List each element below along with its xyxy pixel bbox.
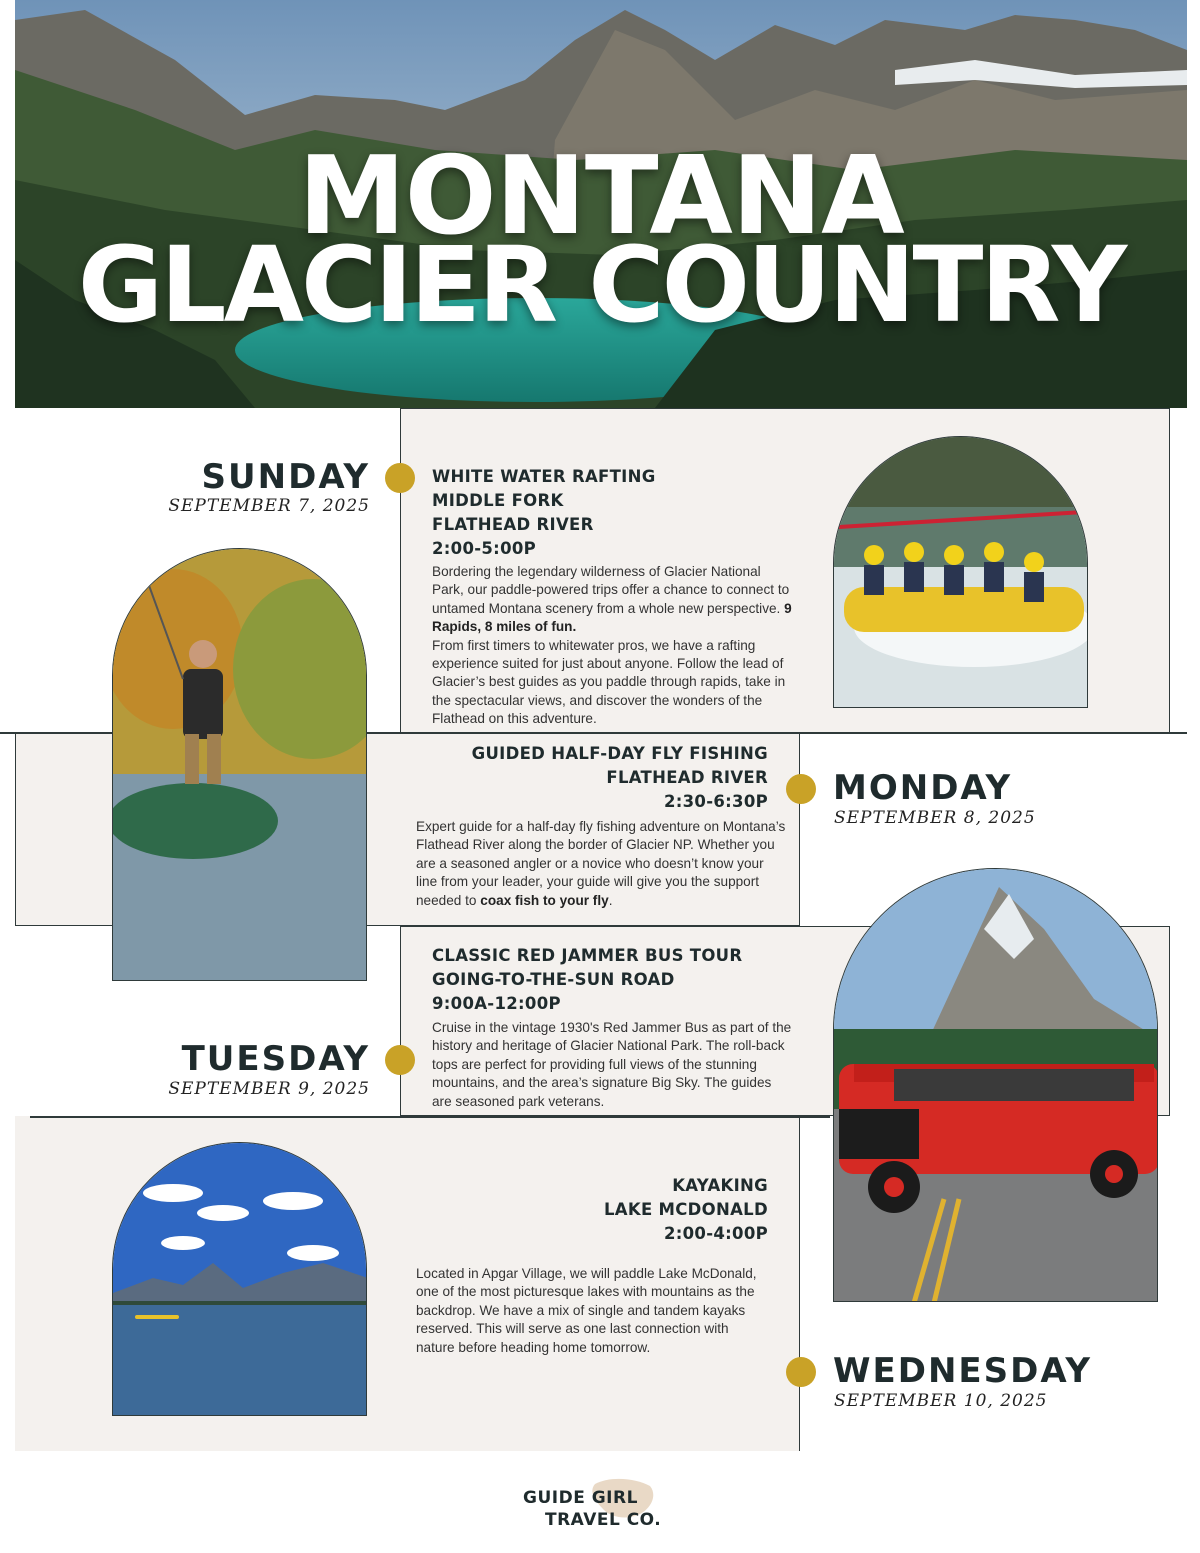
- timeline-dot: [786, 1357, 816, 1387]
- activity-title: [450, 1174, 768, 1246]
- divider: [30, 1116, 830, 1118]
- activity-line: MIDDLE FORK: [432, 491, 564, 510]
- day-label: SUNDAY: [201, 457, 370, 497]
- desc-text: .: [608, 892, 613, 908]
- kayaking-photo: [112, 1142, 367, 1416]
- activity-time: 2:00-5:00P: [432, 539, 537, 558]
- activity-line: FLATHEAD RIVER: [432, 515, 594, 534]
- activity-line: CLASSIC RED JAMMER BUS TOUR: [432, 946, 743, 965]
- date-label: SEPTEMBER 9, 2025: [168, 1079, 370, 1099]
- desc-highlight: 9 Rapids, 8 miles of fun.: [432, 600, 792, 635]
- activity-time: 2:00-4:00P: [663, 1224, 768, 1243]
- logo-line2: TRAVEL CO.: [545, 1510, 662, 1530]
- activity-description: Located in Apgar Village, we will paddle Lake McDonald, one of the most picturesque lakes with mountains as the backdrop. We have a mix of single and tandem kayaks reserved. This will serve as one last connection with nature before heading home tomorrow.: [416, 1266, 757, 1355]
- activity-title: [432, 944, 742, 1016]
- day-label: WEDNESDAY: [833, 1351, 1093, 1391]
- rafting-photo: [833, 436, 1088, 708]
- timeline-dot: [786, 774, 816, 804]
- hero-title-line1: MONTANA: [298, 134, 904, 259]
- timeline-dot: [385, 463, 415, 493]
- activity-title: [450, 742, 768, 814]
- desc-text: From first timers to whitewater pros, we have a rafting experience suited for just about anyone. Follow the lead of Glacier’s best guides as you paddle through rapids, take in the spectacular views, and discover the wonders of the Flathead on this adventure.: [432, 637, 786, 727]
- date-label: SEPTEMBER 8, 2025: [834, 808, 1036, 828]
- activity-time: 2:30-6:30P: [663, 792, 768, 811]
- date-label: SEPTEMBER 7, 2025: [168, 496, 370, 516]
- hero-title-line2: GLACIER COUNTRY: [77, 224, 1125, 346]
- activity-line: KAYAKING: [672, 1176, 768, 1195]
- activity-line: GUIDED HALF-DAY FLY FISHING: [471, 744, 768, 763]
- brand-logo: [500, 1474, 700, 1534]
- desc-highlight: coax fish to your fly: [480, 892, 609, 908]
- activity-line: LAKE MCDONALD: [603, 1200, 768, 1219]
- hero-banner: [15, 0, 1187, 408]
- timeline-dot: [385, 1045, 415, 1075]
- activity-line: GOING-TO-THE-SUN ROAD: [432, 970, 675, 989]
- logo-line1: GUIDE GIRL: [523, 1488, 638, 1508]
- activity-description: [432, 563, 792, 729]
- red-bus-photo: [833, 868, 1158, 1302]
- day-label: MONDAY: [833, 768, 1013, 808]
- date-label: SEPTEMBER 10, 2025: [834, 1391, 1048, 1411]
- activity-description: [416, 818, 786, 910]
- activity-title: [432, 465, 656, 561]
- activity-line: WHITE WATER RAFTING: [432, 467, 656, 486]
- activity-line: FLATHEAD RIVER: [606, 768, 768, 787]
- desc-text: Bordering the legendary wilderness of Glacier National Park, our paddle-powered trips offer a chance to connect to untamed Montana scenery from a whole new perspective.: [432, 564, 790, 616]
- fly-fishing-photo: [112, 548, 367, 981]
- day-label: TUESDAY: [181, 1039, 370, 1079]
- desc-text: Expert guide for a half-day fly fishing adventure on Montana’s Flathead River along the border of Glacier NP. Whether you are a seasoned angler or a novice who doesn’t know your line from your leader, your guide will give you the support needed to: [416, 819, 786, 908]
- activity-description: Cruise in the vintage 1930's Red Jammer Bus as part of the history and heritage of Glacier National Park. The roll-back tops are perfect for providing full views of the stunning mountains, and the area’s signature Big Sky. The guides are seasoned park veterans.: [432, 1020, 792, 1109]
- activity-time: 9:00A-12:00P: [432, 994, 561, 1013]
